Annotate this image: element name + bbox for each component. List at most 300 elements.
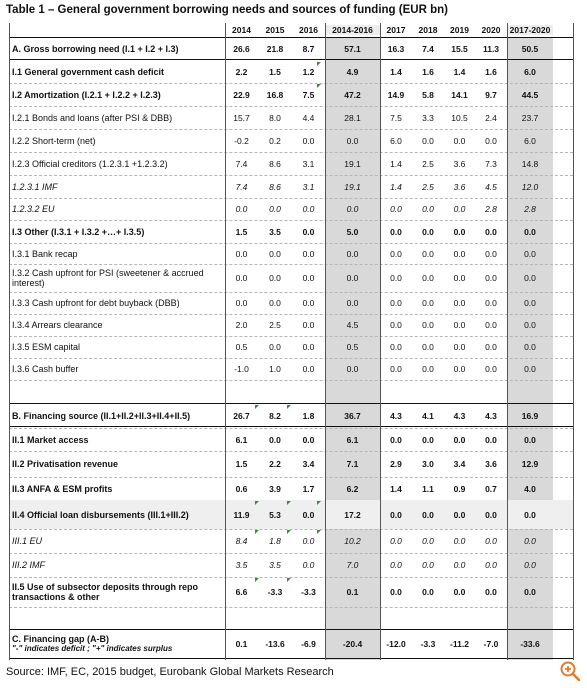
- table-row: [9, 106, 573, 129]
- table-cell: 1.6: [485, 67, 497, 77]
- table-cell: 3.6: [453, 158, 466, 169]
- table-cell: 2.2: [235, 67, 248, 77]
- section-rule: [9, 426, 573, 427]
- table-cell: 0.0: [485, 273, 497, 283]
- table-cell: 7.0: [346, 560, 359, 570]
- comment-marker-icon: [317, 501, 321, 505]
- column-divider: [325, 23, 326, 660]
- table-cell: 0.0: [235, 298, 248, 308]
- table-cell: 1.7: [302, 483, 315, 494]
- table-cell: 21.8: [266, 43, 284, 54]
- table-cell: 7.5: [302, 89, 315, 100]
- table-row: [9, 314, 573, 336]
- table-cell: 0.0: [390, 509, 402, 520]
- table-cell: 26.6: [233, 43, 250, 54]
- table-cell: 0.0: [453, 298, 466, 308]
- comment-marker-icon: [255, 530, 259, 534]
- row-label: I.2.3 Official creditors (1.2.3.1 +1.2.3.2): [12, 158, 168, 169]
- table-cell: 0.0: [346, 204, 359, 214]
- zoom-in-icon[interactable]: [559, 660, 581, 682]
- table-cell: 0.0: [485, 298, 497, 308]
- table-cell: 1.8: [302, 411, 315, 421]
- table-cell: 6.0: [390, 135, 402, 146]
- table-row: [9, 152, 573, 175]
- table-cell: 0.0: [390, 434, 402, 445]
- table-row: [9, 477, 573, 500]
- table-cell: 0.0: [485, 560, 497, 570]
- table-cell: 0.0: [453, 320, 466, 330]
- table-row: [9, 175, 573, 198]
- row-label: I.2.1 Bonds and loans (after PSI & DBB): [12, 112, 173, 123]
- table-cell: 0.0: [524, 298, 536, 308]
- column-divider: [380, 23, 381, 660]
- table-cell: 0.0: [390, 536, 402, 546]
- row-label: B. Financing source (II.1+II.2+II.3+II.4+II.5): [12, 411, 191, 421]
- row-label: I.3.5 ESM capital: [12, 342, 81, 352]
- table-cell: 1.2: [302, 67, 315, 77]
- table-cell: 0.2: [269, 135, 281, 146]
- table-cell: 0.0: [485, 248, 497, 259]
- table-cell: 0.0: [390, 560, 402, 570]
- row-label: C. Financing gap (A-B) "-" indicates deficit ; "+" indicates surplus: [9, 634, 225, 654]
- table-cell: 9.7: [485, 89, 497, 100]
- column-header: 2017-2020: [507, 25, 553, 35]
- table-cell: 15.5: [451, 43, 468, 54]
- table-cell: 1.4: [390, 181, 402, 192]
- column-header: 2015: [265, 25, 285, 35]
- table-cell: 11.3: [482, 43, 500, 54]
- table-cell: 0.0: [302, 342, 315, 352]
- table-cell: 7.4: [235, 181, 248, 192]
- table-cell: 0.0: [453, 226, 466, 237]
- table-cell: 4.3: [453, 411, 466, 421]
- table-cell: 1.4: [390, 483, 402, 494]
- column-divider: [507, 23, 508, 660]
- header-row: [9, 23, 573, 37]
- row-label: II.4 Official loan disbursements (III.1+III.2): [12, 509, 189, 520]
- column-header: 2019: [450, 25, 469, 35]
- table-cell: 5.8: [422, 89, 434, 100]
- table-row: [9, 336, 573, 358]
- table-cell: 0.1: [346, 587, 359, 597]
- table-cell: 4.3: [485, 411, 497, 421]
- table-cell: 6.0: [524, 67, 536, 77]
- row-sublabel: "-" indicates deficit ; "+" indicates surplus: [12, 644, 173, 653]
- table-cell: 3.6: [453, 181, 466, 192]
- table-cell: -12.0: [386, 639, 406, 649]
- table-cell: 0.0: [235, 204, 248, 214]
- table-cell: 23.7: [521, 112, 539, 123]
- table-cell: 2.8: [524, 204, 536, 214]
- table-cell: 0.0: [390, 226, 402, 237]
- table-cell: 0.0: [453, 587, 466, 597]
- comment-marker-icon: [287, 405, 291, 409]
- table-cell: 0.0: [453, 342, 466, 352]
- table-cell: 10.2: [344, 536, 361, 546]
- table-cell: -7.0: [483, 639, 499, 649]
- table-cell: 8.0: [269, 112, 281, 123]
- table-cell: 22.9: [233, 89, 250, 100]
- column-header: 2016: [299, 25, 318, 35]
- table-cell: -0.2: [234, 135, 249, 146]
- comment-marker-icon: [255, 578, 259, 582]
- table-cell: 0.0: [422, 560, 434, 570]
- table-cell: 0.0: [235, 273, 248, 283]
- table-cell: 4.5: [346, 320, 359, 330]
- table-cell: 0.0: [524, 342, 536, 352]
- table-row: [9, 577, 573, 607]
- row-label: 1.2.3.2 EU: [12, 204, 55, 214]
- table-cell: 2.2: [269, 459, 281, 469]
- table-cell: 2.9: [390, 459, 402, 469]
- table-cell: 50.5: [521, 43, 539, 54]
- section-rule: [9, 629, 573, 630]
- table-cell: 7.3: [485, 158, 497, 169]
- table-cell: 0.0: [390, 364, 402, 374]
- table-cell: 12.0: [521, 181, 539, 192]
- table-cell: 11.9: [233, 509, 250, 520]
- table-cell: 0.0: [390, 273, 402, 283]
- table-cell: 0.0: [346, 248, 359, 259]
- table-cell: 19.1: [344, 181, 361, 192]
- table-cell: 8.2: [269, 411, 281, 421]
- table-cell: 14.9: [387, 89, 405, 100]
- table-cell: 36.7: [344, 411, 361, 421]
- table-cell: 3.6: [485, 459, 497, 469]
- table-cell: 0.0: [346, 298, 359, 308]
- table-cell: 0.0: [422, 320, 434, 330]
- table-cell: 8.4: [235, 536, 248, 546]
- table-cell: 0.5: [346, 342, 359, 352]
- table-cell: 0.0: [390, 248, 402, 259]
- table-cell: 6.1: [235, 434, 248, 445]
- table-cell: 0.0: [346, 135, 359, 146]
- table-row: [9, 428, 573, 451]
- table-cell: 0.0: [524, 536, 536, 546]
- table-cell: 0.6: [235, 483, 248, 494]
- table-cell: 1.4: [390, 158, 402, 169]
- table-row: [9, 529, 573, 553]
- table-cell: 4.4: [302, 112, 315, 123]
- table-row: [9, 38, 573, 59]
- table-cell: 0.0: [269, 298, 281, 308]
- table-cell: 2.5: [422, 181, 434, 192]
- table-cell: 16.3: [387, 43, 405, 54]
- row-label: I.3.1 Bank recap: [12, 248, 78, 259]
- section-rule: [9, 658, 573, 659]
- table-cell: 3.9: [269, 483, 281, 494]
- table-cell: 0.0: [302, 298, 315, 308]
- table-cell: 0.0: [269, 204, 281, 214]
- table-cell: 1.6: [422, 67, 434, 77]
- column-divider: [9, 23, 10, 660]
- table-cell: 0.0: [485, 320, 497, 330]
- table-cell: 0.0: [422, 248, 434, 259]
- table-row: [9, 198, 573, 220]
- table-cell: 1.5: [269, 67, 281, 77]
- table-cell: 0.0: [453, 509, 466, 520]
- table-cell: 1.5: [235, 226, 248, 237]
- row-label: I.3.6 Cash buffer: [12, 364, 79, 374]
- row-label: A. Gross borrowing need (I.1 + I.2 + I.3): [12, 43, 179, 54]
- table-cell: 26.7: [233, 411, 250, 421]
- table-cell: -3.3: [301, 587, 316, 597]
- comment-marker-icon: [255, 501, 259, 505]
- table-cell: 0.0: [485, 364, 497, 374]
- table-cell: 16.8: [266, 89, 284, 100]
- table-row: [9, 358, 573, 380]
- comment-marker-icon: [287, 530, 291, 534]
- table-cell: 0.0: [453, 560, 466, 570]
- table-cell: 28.1: [344, 112, 361, 123]
- table-cell: 0.0: [422, 364, 434, 374]
- table-row: [9, 553, 573, 577]
- table-cell: 0.0: [524, 273, 536, 283]
- table-cell: 0.0: [524, 226, 536, 237]
- table-cell: 3.5: [235, 560, 248, 570]
- table-row: [9, 404, 573, 428]
- table-cell: 0.0: [453, 273, 466, 283]
- column-header: 2014-2016: [325, 25, 380, 35]
- table-cell: 0.1: [235, 639, 248, 649]
- table-row: [9, 243, 573, 264]
- table-cell: 2.5: [269, 320, 281, 330]
- table-cell: 0.0: [390, 320, 402, 330]
- table-cell: 1.5: [235, 459, 248, 469]
- table-cell: 8.6: [269, 181, 281, 192]
- table-cell: 0.0: [485, 342, 497, 352]
- table-row: [9, 61, 573, 83]
- table-cell: 0.0: [302, 320, 315, 330]
- table-cell: 0.0: [302, 536, 315, 546]
- table-cell: 0.0: [422, 204, 434, 214]
- table-cell: 0.0: [422, 226, 434, 237]
- table-cell: 4.9: [346, 67, 359, 77]
- table-cell: 3.3: [422, 112, 434, 123]
- row-label: I.2 Amortization (I.2.1 + I.2.2 + I.2.3): [12, 89, 161, 100]
- row-label: II.1 Market access: [12, 434, 89, 445]
- row-label: III.1 EU: [12, 536, 43, 546]
- row-divider: [9, 380, 573, 381]
- table-cell: 4.1: [422, 411, 434, 421]
- table-row: [9, 83, 573, 106]
- table-cell: 6.1: [346, 434, 359, 445]
- table-cell: 0.0: [422, 342, 434, 352]
- table-cell: 0.0: [269, 342, 281, 352]
- table-cell: 0.0: [390, 587, 402, 597]
- table-cell: 0.0: [422, 509, 434, 520]
- table-cell: 0.0: [524, 434, 536, 445]
- table-cell: 0.0: [390, 298, 402, 308]
- table-cell: 5.0: [346, 226, 359, 237]
- table-cell: 6.0: [524, 135, 536, 146]
- table-cell: 4.5: [485, 181, 497, 192]
- table-cell: 0.9: [453, 483, 466, 494]
- table-cell: 44.5: [521, 89, 539, 100]
- table-cell: 0.0: [524, 364, 536, 374]
- table-cell: 10.5: [451, 112, 468, 123]
- table-cell: 3.1: [302, 181, 315, 192]
- table-cell: 3.5: [269, 560, 281, 570]
- comment-marker-icon: [287, 501, 291, 505]
- table-cell: 8.6: [269, 158, 281, 169]
- column-divider: [225, 23, 226, 660]
- table-cell: 3.1: [302, 158, 315, 169]
- row-label: I.1 General government cash deficit: [12, 67, 165, 77]
- table-cell: 16.9: [521, 411, 539, 421]
- table-cell: 0.0: [346, 273, 359, 283]
- table-cell: 0.0: [422, 434, 434, 445]
- comment-marker-icon: [317, 84, 321, 88]
- table-cell: 0.0: [390, 342, 402, 352]
- table-cell: 4.3: [390, 411, 402, 421]
- table-cell: 7.5: [390, 112, 402, 123]
- table-cell: 0.0: [453, 364, 466, 374]
- table-cell: 0.0: [235, 248, 248, 259]
- section-rule: [9, 59, 573, 60]
- table-cell: -13.6: [265, 639, 285, 649]
- row-label: II.5 Use of subsector deposits through repo transactions & other: [12, 582, 199, 602]
- table-cell: 0.0: [269, 434, 281, 445]
- row-label: I.3.4 Arrears clearance: [12, 320, 103, 330]
- row-divider: [9, 607, 573, 608]
- table-cell: 0.0: [422, 135, 434, 146]
- table-cell: 0.5: [235, 342, 248, 352]
- table-cell: 0.0: [269, 273, 281, 283]
- table-cell: 0.0: [485, 509, 497, 520]
- table-cell: 2.0: [235, 320, 248, 330]
- comment-marker-icon: [255, 405, 259, 409]
- table-cell: 7.1: [346, 459, 359, 469]
- table-cell: 0.0: [485, 226, 497, 237]
- table-cell: 0.0: [422, 273, 434, 283]
- table-cell: 14.1: [451, 89, 468, 100]
- source-note: Source: IMF, EC, 2015 budget, Eurobank Global Markets Research: [6, 666, 334, 678]
- table-cell: 6.6: [235, 587, 248, 597]
- table-cell: 0.0: [302, 226, 315, 237]
- table-cell: 14.8: [521, 158, 539, 169]
- table-cell: 5.3: [269, 509, 281, 520]
- table-cell: 1.4: [453, 67, 466, 77]
- table-cell: 0.0: [302, 135, 315, 146]
- table-row: [9, 500, 573, 529]
- table-cell: 0.0: [302, 560, 315, 570]
- table-cell: 0.0: [453, 135, 466, 146]
- table-cell: 0.0: [302, 248, 315, 259]
- table-cell: 0.0: [422, 587, 434, 597]
- table-cell: 7.4: [235, 158, 248, 169]
- table-row: [9, 292, 573, 314]
- table-cell: 57.1: [344, 43, 361, 54]
- column-header: 2018: [418, 25, 438, 35]
- table-cell: 0.0: [524, 509, 536, 520]
- table-cell: 0.0: [302, 364, 315, 374]
- table-cell: 17.2: [344, 509, 361, 520]
- table-cell: 2.5: [422, 158, 434, 169]
- table-cell: -3.3: [420, 639, 436, 649]
- table-cell: -11.2: [450, 639, 469, 649]
- table-cell: 6.2: [346, 483, 359, 494]
- table-title: Table 1 – General government borrowing needs and sources of funding (EUR bn): [6, 4, 448, 16]
- column-header: 2014: [232, 25, 251, 35]
- table-cell: 0.0: [422, 536, 434, 546]
- row-label: I.3 Other (I.3.1 + I.3.2 +…+ I.3.5): [12, 226, 145, 237]
- table-row: [9, 451, 573, 477]
- table-cell: -1.0: [234, 364, 249, 374]
- table-row: [9, 129, 573, 152]
- table-cell: 19.1: [344, 158, 361, 169]
- table-cell: 0.0: [524, 587, 536, 597]
- table-cell: 4.0: [524, 483, 536, 494]
- table-cell: 0.0: [524, 320, 536, 330]
- table-row: [9, 220, 573, 243]
- column-header: 2020: [481, 25, 501, 35]
- table-cell: 15.7: [233, 112, 250, 123]
- table-cell: 3.0: [422, 459, 434, 469]
- table-cell: 0.0: [269, 248, 281, 259]
- table-cell: 47.2: [344, 89, 361, 100]
- table-cell: 12.9: [521, 459, 539, 469]
- section-rule: [9, 37, 573, 38]
- table-cell: -20.4: [342, 639, 363, 649]
- table-row: [9, 264, 573, 292]
- column-header: 2017: [386, 25, 406, 35]
- table-cell: 7.4: [422, 43, 434, 54]
- row-label: 1.2.3.1 IMF: [12, 181, 58, 192]
- table-cell: 0.0: [453, 248, 466, 259]
- table-cell: 0.0: [422, 298, 434, 308]
- table-cell: -33.6: [520, 639, 540, 649]
- table-cell: 1.4: [390, 67, 402, 77]
- comment-marker-icon: [287, 578, 291, 582]
- row-label: III.2 IMF: [12, 560, 46, 570]
- table-cell: 0.0: [485, 587, 497, 597]
- comment-marker-icon: [317, 530, 321, 534]
- row-label: I.2.2 Short-term (net): [12, 135, 96, 146]
- row-label: II.2 Privatisation revenue: [12, 459, 119, 469]
- table-cell: 3.4: [302, 459, 315, 469]
- table-cell: 3.4: [453, 459, 466, 469]
- row-label: I.3.3 Cash upfront for debt buyback (DBB): [12, 298, 180, 308]
- table-cell: 2.4: [485, 112, 497, 123]
- table-cell: 0.0: [453, 204, 466, 214]
- table-cell: 1.0: [269, 364, 281, 374]
- table-cell: 0.0: [302, 204, 315, 214]
- table-cell: 0.0: [302, 273, 315, 283]
- table-cell: 0.0: [524, 560, 536, 570]
- table-cell: 3.5: [269, 226, 281, 237]
- table-cell: 0.0: [346, 364, 359, 374]
- table-cell: 1.8: [269, 536, 281, 546]
- table-cell: 0.0: [453, 536, 466, 546]
- table-cell: 0.0: [524, 248, 536, 259]
- table-cell: -6.9: [301, 639, 316, 649]
- row-label: I.3.2 Cash upfront for PSI (sweetener & accrued interest): [12, 268, 204, 288]
- table-cell: 0.0: [485, 135, 497, 146]
- table-cell: 0.0: [453, 434, 466, 445]
- table-cell: 0.0: [302, 509, 315, 520]
- comment-marker-icon: [317, 62, 321, 66]
- table-cell: 8.7: [302, 43, 315, 54]
- table-cell: 2.8: [485, 204, 497, 214]
- column-divider: [573, 23, 574, 660]
- table-cell: 0.0: [302, 434, 315, 445]
- table-cell: 0.7: [485, 483, 497, 494]
- table-cell: 0.0: [485, 434, 497, 445]
- table-row: [9, 630, 573, 658]
- table-cell: -3.3: [267, 587, 283, 597]
- section-rule: [9, 403, 573, 404]
